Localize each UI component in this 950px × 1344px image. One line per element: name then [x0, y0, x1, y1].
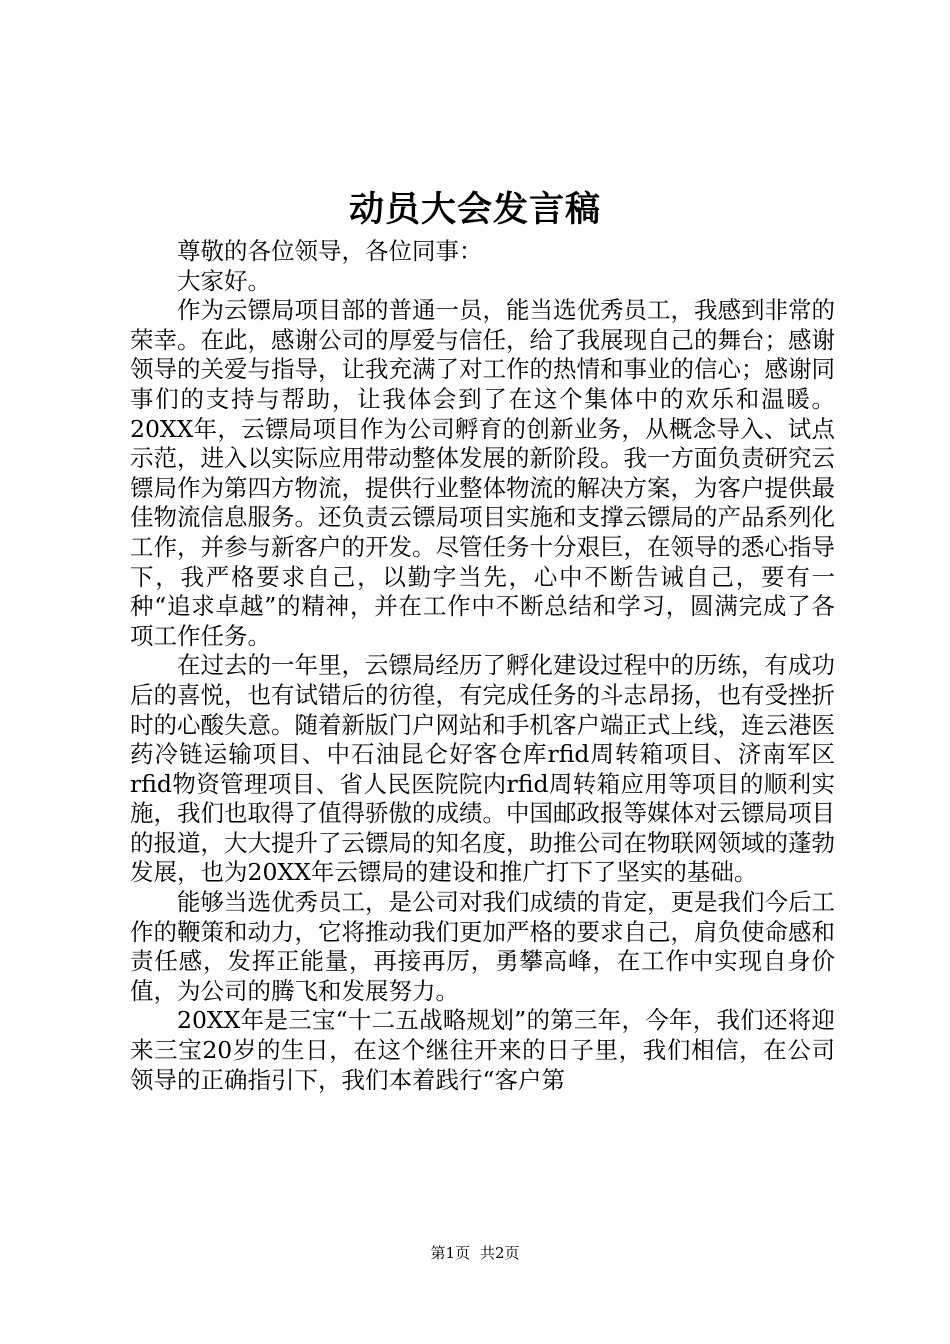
paragraph-3: 能够当选优秀员工，是公司对我们成绩的肯定，更是我们今后工作的鞭策和动力，它将推动我们更加严格的要求自己，肩负使命感和责任感，发挥正能量，再接再厉，勇攀高峰，在工作中实现自身价值，为公司的腾飞和发展努力。	[130, 888, 835, 1005]
document-body	[130, 237, 835, 1095]
salutation: 尊敬的各位领导，各位同事：	[177, 237, 483, 265]
greeting: 大家好。	[177, 266, 271, 295]
paragraph-4: 20XX年是三宝“十二五战略规划”的第三年，今年，我们还将迎来三宝20岁的生日，在这个继往开来的日子里，我们相信，在公司领导的正确指引下，我们本着践行“客户第	[130, 1006, 835, 1094]
paragraph-1: 作为云镖局项目部的普通一员，能当选优秀员工，我感到非常的荣幸。在此，感谢公司的厚爱与信任，给了我展现自己的舞台；感谢领导的关爱与指导，让我充满了对工作的热情和事业的信心；感谢同事们的支持与帮助，让我体会到了在这个集体中的欢乐和温暖。20XX年，云镖局项目作为公司孵育的创新业务，从概念导入、试点示范，进入以实际应用带动整体发展的新阶段。我一方面负责研究云镖局作为第四方物流，提供行业整体物流的解决方案，为客户提供最佳物流信息服务。还负责云镖局项目实施和支撑云镖局的产品系列化工作，并参与新客户的开发。尽管任务十分艰巨，在领导的悉心指导下，我严格要求自己，以勤字当先，心中不断告诫自己，要有一种“追求卓越”的精神，并在工作中不断总结和学习，圆满完成了各项工作任务。	[130, 296, 835, 650]
document-title: 动员大会发言稿	[348, 189, 601, 230]
page-number: 第1页	[430, 1244, 470, 1262]
page-total: 共2页	[480, 1244, 520, 1262]
page-footer	[0, 1243, 950, 1263]
paragraph-2: 在过去的一年里，云镖局经历了孵化建设过程中的历练，有成功后的喜悦，也有试错后的彷徨，有完成任务的斗志昂扬，也有受挫折时的心酸失意。随着新版门户网站和手机客户端正式上线，连云港医药冷链运输项目、中石油昆仑好客仓库rfid周转箱项目、济南军区rfid物资管理项目、省人民医院院内rfid周转箱应用等项目的顺利实施，我们也取得了值得骄傲的成绩。中国邮政报等媒体对云镖局项目的报道，大大提升了云镖局的知名度，助推公司在物联网领域的蓬勃发展，也为20XX年云镖局的建设和推广打下了坚实的基础。	[130, 651, 835, 887]
